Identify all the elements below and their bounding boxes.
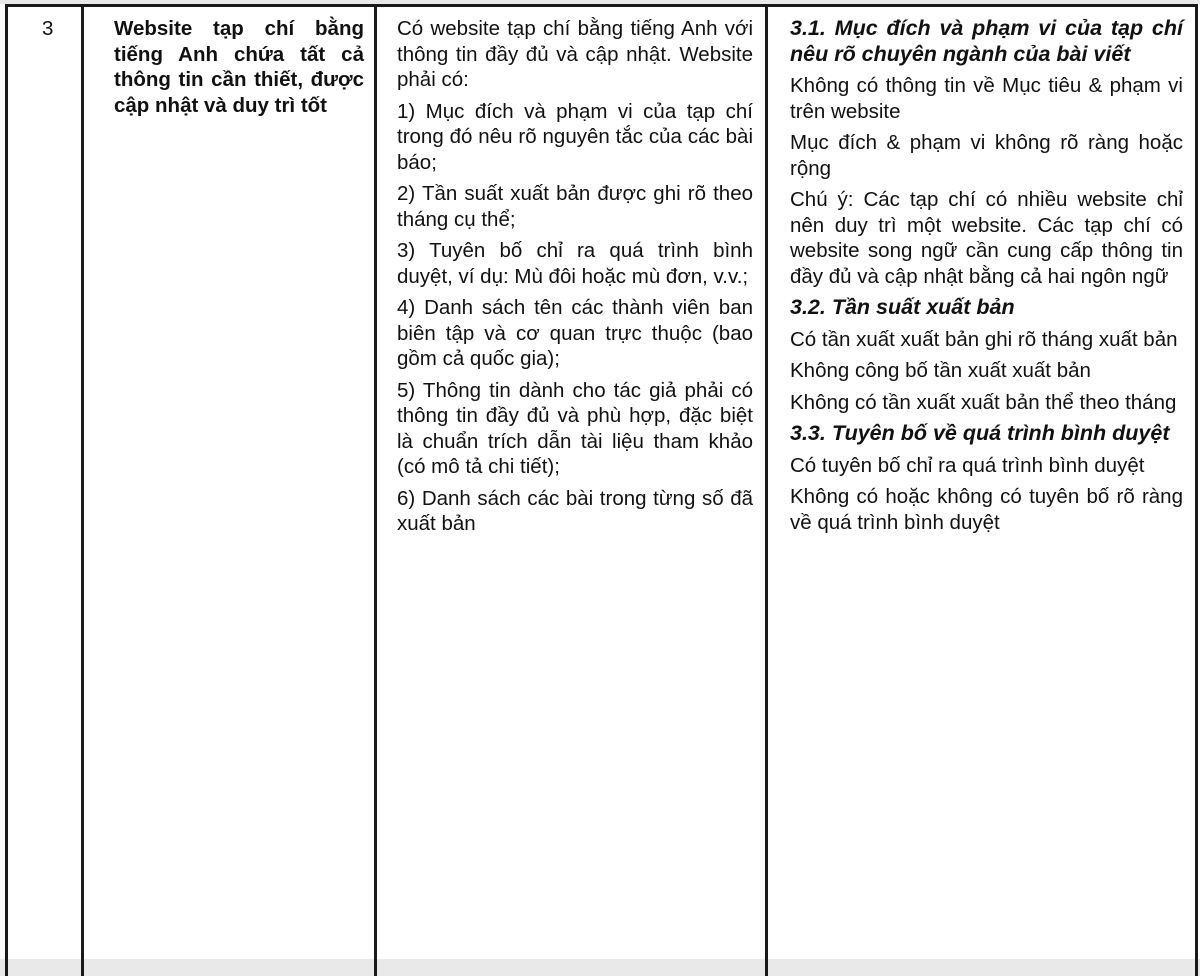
evaluation-point: Có tần xuất xuất bản ghi rõ tháng xuất bản — [790, 327, 1183, 353]
evaluation-heading: 3.1. Mục đích và phạm vi của tạp chí nêu rõ chuyên ngành của bài viết — [790, 16, 1183, 67]
evaluation-heading: 3.2. Tần suất xuất bản — [790, 295, 1183, 321]
requirement-item: 2) Tần suất xuất bản được ghi rõ theo tháng cụ thể; — [397, 181, 753, 232]
table-row — [7, 6, 1197, 976]
evaluation-cell — [767, 6, 1197, 976]
criterion-title-cell — [83, 6, 376, 976]
requirements-intro: Có website tạp chí bằng tiếng Anh với thông tin đầy đủ và cập nhật. Website phải có: — [397, 16, 753, 93]
evaluation-point: Không có hoặc không có tuyên bố rõ ràng về quá trình bình duyệt — [790, 484, 1183, 535]
row-number-cell — [7, 6, 83, 976]
evaluation-note: Chú ý: Các tạp chí có nhiều website chỉ nên duy trì một website. Các tạp chí có website song ngữ cần cung cấp thông tin đầy đủ và cập nhật bằng cả hai ngôn ngữ — [790, 187, 1183, 289]
evaluation-point: Không công bố tần xuất xuất bản — [790, 358, 1183, 384]
requirement-item: 3) Tuyên bố chỉ ra quá trình bình duyệt, ví dụ: Mù đôi hoặc mù đơn, v.v.; — [397, 238, 753, 289]
document-page — [0, 4, 1200, 959]
evaluation-heading: 3.3. Tuyên bố về quá trình bình duyệt — [790, 421, 1183, 447]
evaluation-point: Có tuyên bố chỉ ra quá trình bình duyệt — [790, 453, 1183, 479]
evaluation-point: Mục đích & phạm vi không rõ ràng hoặc rộng — [790, 130, 1183, 181]
requirement-item: 6) Danh sách các bài trong từng số đã xuất bản — [397, 486, 753, 537]
row-number: 3 — [8, 16, 53, 42]
requirement-item: 1) Mục đích và phạm vi của tạp chí trong đó nêu rõ nguyên tắc của các bài báo; — [397, 99, 753, 176]
evaluation-point: Không có thông tin về Mục tiêu & phạm vi trên website — [790, 73, 1183, 124]
evaluation-point: Không có tần xuất xuất bản thể theo tháng — [790, 390, 1183, 416]
requirement-item: 4) Danh sách tên các thành viên ban biên tập và cơ quan trực thuộc (bao gồm cả quốc gia); — [397, 295, 753, 372]
requirement-item: 5) Thông tin dành cho tác giả phải có thông tin đầy đủ và phù hợp, đặc biệt là chuẩn trích dẫn tài liệu tham khảo (có mô tả chi tiết); — [397, 378, 753, 480]
criteria-table — [5, 4, 1198, 976]
requirements-cell — [376, 6, 767, 976]
criterion-title: Website tạp chí bằng tiếng Anh chứa tất cả thông tin cần thiết, được cập nhật và duy trì tốt — [114, 16, 364, 118]
